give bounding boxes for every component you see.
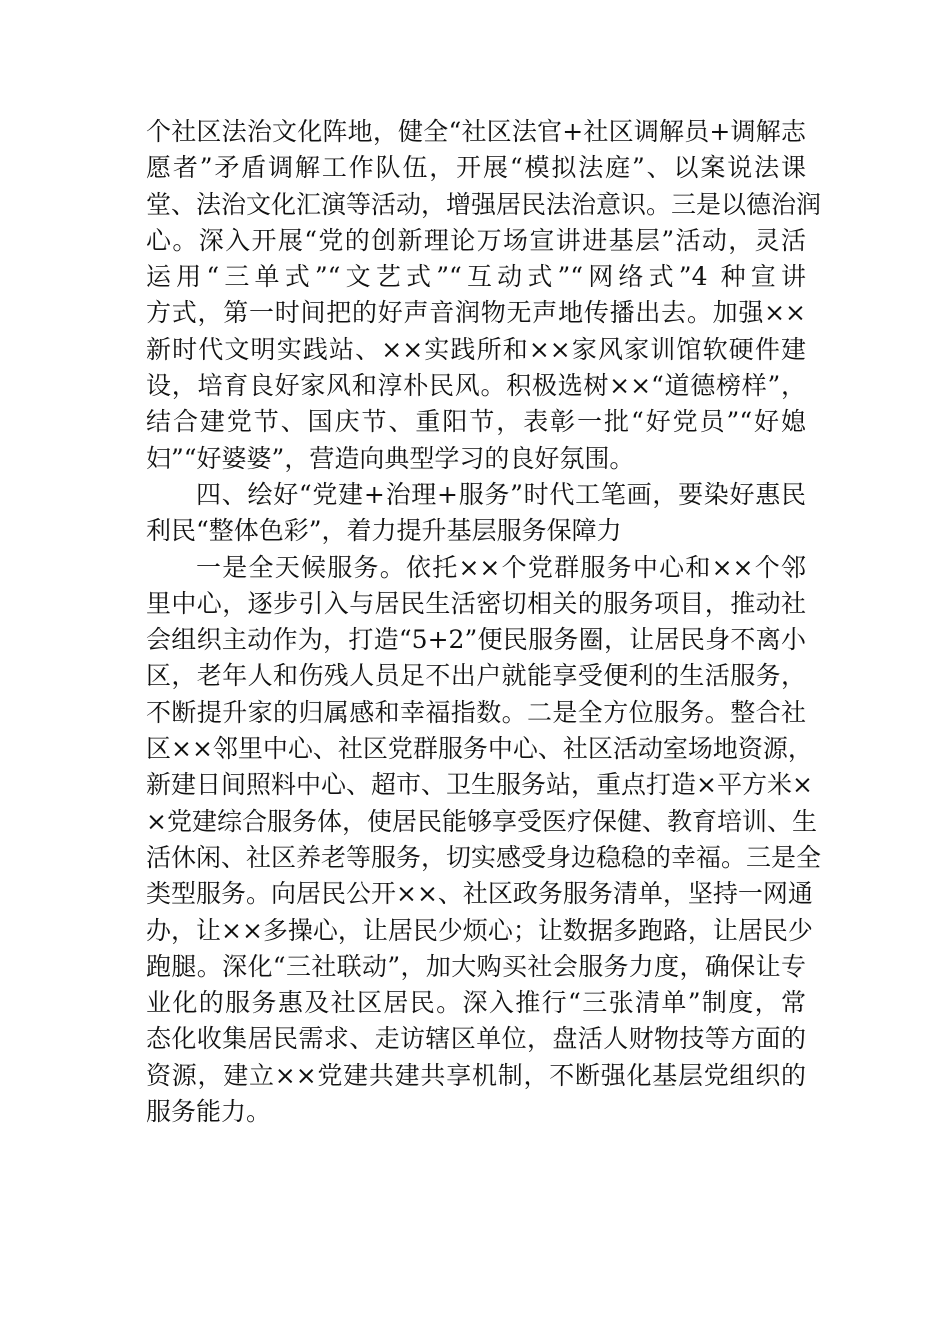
text-line: 办，让××多操心，让居民少烦心；让数据多跑路，让居民少 — [146, 915, 813, 945]
text-line: 妇”“好婆婆”，营造向典型学习的良好氛围。 — [146, 443, 635, 473]
text-line: 区，老年人和伤残人员足不出户就能享受便利的生活服务， — [146, 661, 806, 691]
text-line: 新建日间照料中心、超市、卫生服务站，重点打造×平方米× — [146, 770, 813, 800]
text-line: 新时代文明实践站、××实践所和××家风家训馆软硬件建 — [146, 334, 806, 364]
text-line: 跑腿。深化“三社联动”，加大购买社会服务力度，确保让专 — [146, 951, 806, 981]
text-line: 方式，第一时间把的好声音润物无声地传播出去。加强×× — [146, 298, 806, 328]
text-line: 会组织主动作为，打造“5+2”便民服务圈，让居民身不离小 — [146, 625, 806, 655]
text-line: 资源，建立××党建共建共享机制，不断强化基层党组织的 — [146, 1060, 806, 1090]
paragraph-services — [146, 550, 822, 1131]
text-line: 堂、法治文化汇演等活动，增强居民法治意识。三是以德治润 — [146, 189, 822, 219]
heading-line: 利民“整体色彩”，着力提升基层服务保障力 — [146, 516, 622, 546]
text-line: 个社区法治文化阵地，健全“社区法官+社区调解员+调解志 — [146, 117, 806, 146]
text-line: 里中心，逐步引入与居民生活密切相关的服务项目，推动社 — [146, 588, 806, 618]
text-line: 活休闲、社区养老等服务，切实感受身边稳稳的幸福。三是全 — [146, 842, 822, 872]
text-line: 设，培育良好家风和淳朴民风。积极选树××“道德榜样”， — [146, 371, 806, 401]
text-line: 结合建党节、国庆节、重阳节，表彰一批“好党员”“好媳 — [146, 407, 806, 437]
document-body — [146, 114, 822, 1130]
text-line: 一是全天候服务。依托××个党群服务中心和××个邻 — [196, 552, 806, 582]
text-line: 业化的服务惠及社区居民。深入推行“三张清单”制度，常 — [146, 988, 806, 1018]
text-line: ×党建综合服务体，使居民能够享受医疗保健、教育培训、生 — [146, 806, 817, 836]
text-line: 类型服务。向居民公开××、社区政务服务清单，坚持一网通 — [146, 879, 813, 909]
text-line: 不断提升家的归属感和幸福指数。二是全方位服务。整合社 — [146, 697, 806, 727]
text-line: 区××邻里中心、社区党群服务中心、社区活动室场地资源， — [146, 734, 813, 764]
text-line: 愿者”矛盾调解工作队伍，开展“模拟法庭”、以案说法课 — [146, 153, 806, 183]
text-line: 服务能力。 — [146, 1097, 272, 1127]
section-heading-four — [146, 477, 806, 550]
heading-line: 四、绘好“党建+治理+服务”时代工笔画，要染好惠民 — [196, 479, 806, 509]
text-line: 运用“三单式”“文艺式”“互动式”“网络式”4 种宣讲 — [146, 262, 806, 292]
paragraph-rule-of-virtue — [146, 114, 822, 477]
text-line: 心。深入开展“党的创新理论万场宣讲进基层”活动，灵活 — [146, 225, 806, 255]
text-line: 态化收集居民需求、走访辖区单位，盘活人财物技等方面的 — [146, 1024, 806, 1054]
